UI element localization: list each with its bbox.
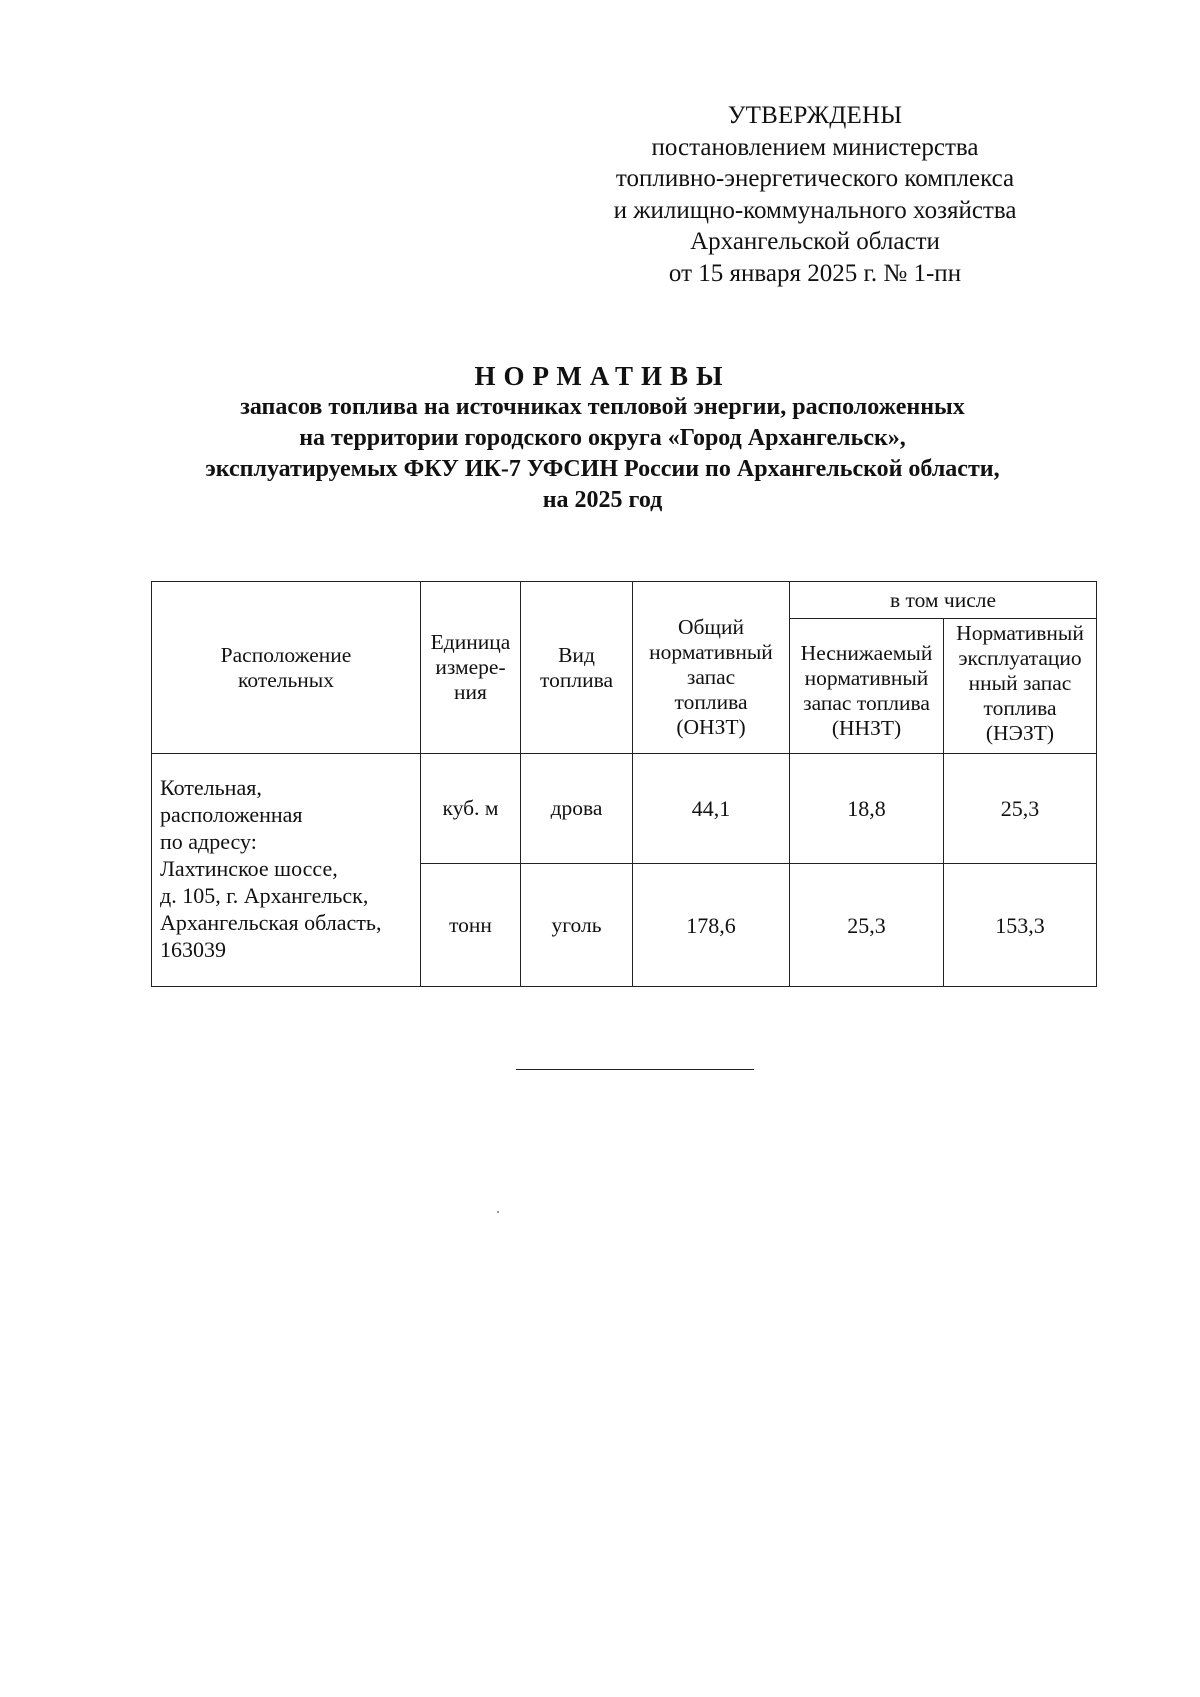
document-subtitle-line: на 2025 год	[542, 487, 663, 513]
unit-cell: тонн	[421, 864, 521, 987]
document-title-block	[110, 360, 1095, 516]
header-nezt: Нормативный эксплуатацио нный запас топлива (НЭЗТ)	[944, 619, 1097, 754]
approval-block	[580, 100, 1050, 289]
nezt-cell: 153,3	[944, 864, 1097, 987]
nezt-cell: 25,3	[944, 754, 1097, 864]
approval-line: постановлением министерства	[651, 133, 979, 161]
approval-line: Архангельской области	[690, 228, 940, 255]
total-reserve-cell: 178,6	[633, 864, 790, 987]
fuel-type-cell: дрова	[521, 754, 633, 864]
document-subtitle-line: эксплуатируемых ФКУ ИК-7 УФСИН России по Архангельской области,	[205, 456, 1000, 482]
fuel-reserve-table	[151, 581, 1097, 987]
nnzt-cell: 18,8	[790, 754, 944, 864]
scan-speck	[497, 1211, 499, 1213]
approval-line: и жилищно-коммунального хозяйства	[613, 196, 1017, 224]
header-location: Расположение котельных	[152, 582, 421, 754]
approval-line: топливно-энергетического комплекса	[615, 165, 1015, 192]
fuel-type-cell: уголь	[521, 864, 633, 987]
table-row	[152, 754, 1097, 864]
approval-heading: УТВЕРЖДЕНЫ	[727, 102, 903, 129]
approval-line: от 15 января 2025 г. № 1-пн	[668, 259, 962, 287]
boiler-location-cell: Котельная, расположенная по адресу: Лахтинское шоссе, д. 105, г. Архангельск, Архангельская область, 163039	[152, 754, 421, 987]
total-reserve-cell: 44,1	[633, 754, 790, 864]
nnzt-cell: 25,3	[790, 864, 944, 987]
header-fuel-type: Вид топлива	[521, 582, 633, 754]
header-including: в том числе	[790, 582, 1097, 619]
header-nnzt: Неснижаемый нормативный запас топлива (ННЗТ)	[790, 619, 944, 754]
unit-cell: куб. м	[421, 754, 521, 864]
document-end-divider	[516, 1069, 754, 1070]
document-subtitle-line: запасов топлива на источниках тепловой энергии, расположенных	[240, 394, 965, 420]
document-title: НОРМАТИВЫ	[474, 361, 731, 391]
document-subtitle-line: на территории городского округа «Город Архангельск»,	[299, 425, 906, 451]
header-unit: Единица измере- ния	[421, 582, 521, 754]
header-total-reserve: Общий нормативный запас топлива (ОНЗТ)	[633, 582, 790, 754]
